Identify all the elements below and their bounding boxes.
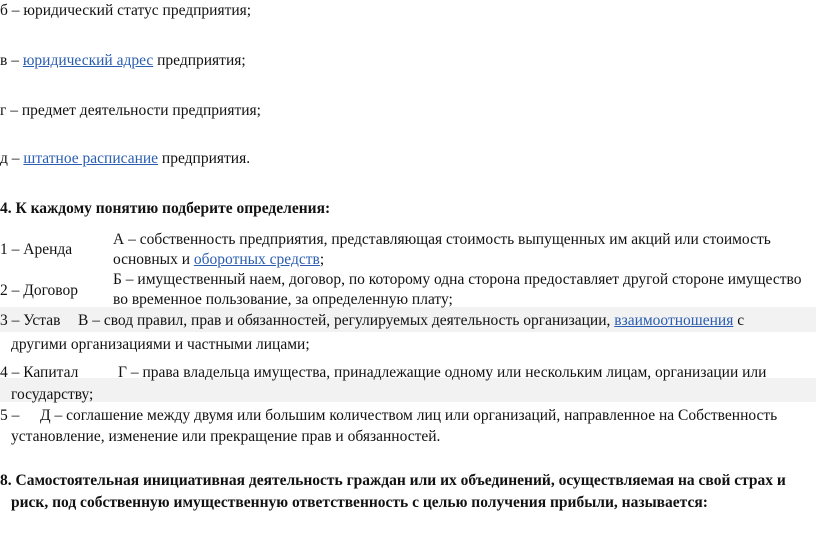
question4-heading: 4. К каждому понятию подберите определения: (0, 200, 331, 217)
def-d-line1: Д – соглашение между двумя или большим количеством лиц или организаций, направленное на Собственность (40, 407, 778, 424)
item-d: д – штатное расписание предприятия. (0, 150, 251, 167)
term-1: 1 – Аренда (0, 241, 73, 258)
link-working-capital[interactable]: оборотных средств (193, 251, 320, 268)
question8-line2: риск, под собственную имущественную ответственность с целью получения прибыли, называется: (11, 494, 708, 511)
def-a-line2: основных и оборотных средств; (113, 251, 325, 268)
def-b-line2: во временное пользование, за определенную плату; (113, 291, 453, 308)
item-v: в – юридический адрес предприятия; (0, 52, 246, 69)
term-5: 5 – (0, 407, 20, 424)
link-relationships[interactable]: взаимоотношения (614, 312, 734, 329)
term-3: 3 – Устав (0, 312, 61, 329)
term-4: 4 – Капитал (0, 364, 79, 381)
question8-line1: 8. Самостоятельная инициативная деятельность граждан или их объединений, осуществляемая на свой страх и (0, 472, 786, 489)
def-v-line2: другими организациями и частными лицами; (11, 336, 310, 353)
link-legal-address[interactable]: юридический адрес (22, 52, 154, 69)
def-g-line1: Г – права владельца имущества, принадлежащие одному или нескольким лицам, организации или (118, 364, 767, 381)
item-g: г – предмет деятельности предприятия; (0, 102, 261, 119)
link-staff-schedule[interactable]: штатное расписание (23, 150, 159, 167)
term-2: 2 – Договор (0, 282, 79, 299)
item-b: б – юридический статус предприятия; (0, 2, 252, 19)
def-a-line1: А – собственность предприятия, представляющая стоимость выпущенных им акций или стоимость (113, 231, 771, 248)
def-d-line2: установление, изменение или прекращение прав и обязанностей. (11, 428, 441, 445)
def-b-line1: Б – имущественный наем, договор, по которому одна сторона предоставляет другой стороне имущество (113, 271, 802, 288)
def-g-line2: государству; (11, 386, 94, 403)
def-v-line1: В – свод правил, прав и обязанностей, регулируемых деятельность организации, взаимоотношения с (78, 312, 745, 329)
